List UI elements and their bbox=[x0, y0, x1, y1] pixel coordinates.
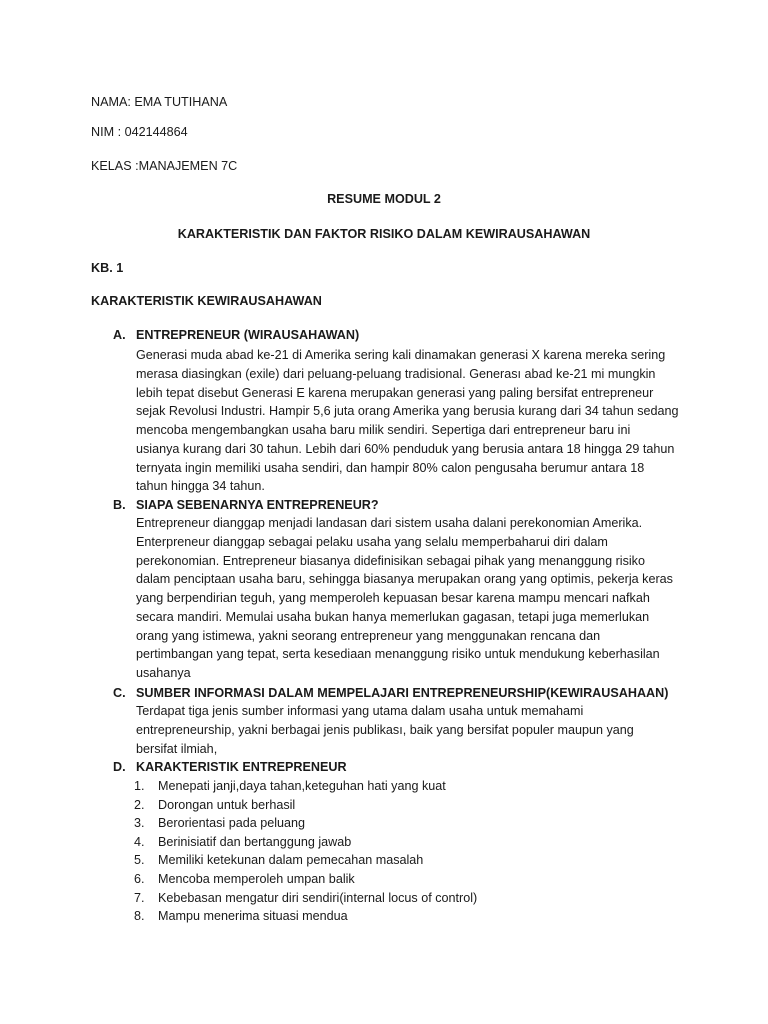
paragraph-line: sejak Revolusi Industri. Hampir 5,6 juta orang Amerika yang berusia kurang dari 34 tahun sedang bbox=[136, 404, 679, 419]
list-item bbox=[134, 889, 477, 908]
list-item bbox=[134, 796, 477, 815]
document-subtitle: KARAKTERISTIK DAN FAKTOR RISIKO DALAM KEWIRAUSAHAWAN bbox=[177, 227, 591, 241]
list-number: 3. bbox=[134, 816, 145, 831]
list-text: Mencoba memperoleh umpan balik bbox=[158, 871, 355, 886]
list-number: 6. bbox=[134, 871, 145, 886]
paragraph-line: Generasi muda abad ke-21 di Amerika sering kali dinamakan generasi X karena mereka sering bbox=[136, 348, 666, 362]
list-item bbox=[134, 851, 477, 870]
list-item bbox=[134, 777, 477, 796]
paragraph-line: Terdapat tiga jenis sumber informasi yang utama dalam usaha untuk memahami bbox=[136, 704, 584, 718]
list-number: 5. bbox=[134, 853, 145, 868]
paragraph-line: Enterpreneur dianggap sebagai pelaku usaha yang selalu memperbaharui diri dalam bbox=[136, 534, 608, 549]
section-b-letter: B. bbox=[113, 498, 126, 512]
list-number: 2. bbox=[134, 797, 145, 812]
paragraph-line: yang berpendirian teguh, yang memperoleh kepuasan besar karena mampu mencari nafkah bbox=[136, 591, 650, 605]
characteristics-list bbox=[134, 777, 477, 926]
section-a-letter: A. bbox=[113, 328, 126, 342]
list-text: Kebebasan mengatur diri sendiri(internal locus of control) bbox=[158, 890, 478, 905]
section-heading: KARAKTERISTIK KEWIRAUSAHAWAN bbox=[91, 294, 322, 308]
list-text: Berinisiatif dan bertanggung jawab bbox=[158, 834, 352, 849]
list-text: Memiliki ketekunan dalam pemecahan masalah bbox=[158, 853, 424, 868]
paragraph-line: mencoba mengembangkan usaha baru milik sendiri. Sepertiga dari entrepreneur baru ini bbox=[136, 423, 631, 437]
list-item bbox=[134, 833, 477, 852]
paragraph-line: pertimbangan yang tepat, serta kesediaan menanggung risiko untuk mendukung keberhasilan bbox=[136, 647, 660, 662]
list-number: 4. bbox=[134, 834, 145, 849]
section-c-paragraph bbox=[136, 702, 656, 758]
paragraph-line: tahun hingga 34 tahun. bbox=[136, 479, 265, 494]
list-number: 1. bbox=[134, 779, 145, 793]
paragraph-line: ternyata ingin memiliki usaha sendiri, dan hampir 80% calon pengusaha berumur antara 18 bbox=[136, 460, 645, 475]
paragraph-line: merasa diasingkan (exile) dari peluang-peluang tradisional. Generası abad ke-21 mi mungkin bbox=[136, 366, 656, 381]
student-nim: NIM : 042144864 bbox=[91, 125, 188, 139]
paragraph-line: entrepreneurship, yakni berbagai jenis publikası, baik yang bersifat populer maupun yang bbox=[136, 722, 634, 737]
list-text: Menepati janji,daya tahan,keteguhan hati yang kuat bbox=[158, 779, 446, 793]
section-d-title: KARAKTERISTIK ENTREPRENEUR bbox=[136, 760, 347, 774]
list-item bbox=[134, 814, 477, 833]
paragraph-line: orang yang istimewa, yakni seorang entrepreneur yang menggunakan rencana dan bbox=[136, 628, 601, 643]
paragraph-line: Entrepreneur dianggap menjadi landasan dari sistem usaha dalani perekonomian Amerika. bbox=[136, 516, 643, 530]
paragraph-line: usianya kurang dari 30 tahun. Lebih dari 60% penduduk yang berusia antara 18 hingga 29 tahun bbox=[136, 441, 675, 456]
paragraph-line: secara mandiri. Memulai usaha bukan hanya memerlukan gagasan, tetapi juga memerlukan bbox=[136, 609, 650, 624]
section-a-title: ENTREPRENEUR (WIRAUSAHAWAN) bbox=[136, 328, 360, 342]
section-b-paragraph bbox=[136, 514, 673, 683]
list-text: Berorientasi pada peluang bbox=[158, 816, 306, 831]
student-class: KELAS :MANAJEMEN 7C bbox=[91, 159, 238, 173]
section-d-letter: D. bbox=[113, 760, 126, 774]
paragraph-line: lebih tepat disebut Generasi E karena merupakan generasi yang paling bersifat entrepreneur bbox=[136, 385, 654, 400]
list-item bbox=[134, 870, 477, 889]
paragraph-line: usahanya bbox=[136, 666, 191, 680]
paragraph-line: perekonomian. Entrepreneur biasanya didefinisikan sebagai pihak yang menanggung risiko bbox=[136, 553, 645, 568]
list-number: 8. bbox=[134, 909, 145, 924]
paragraph-line: bersifat ilmiah, bbox=[136, 741, 218, 756]
document-title: RESUME MODUL 2 bbox=[327, 192, 441, 206]
section-c-letter: C. bbox=[113, 686, 126, 700]
section-a-paragraph bbox=[136, 346, 679, 496]
list-number: 7. bbox=[134, 890, 145, 905]
list-text: Mampu menerima situasi mendua bbox=[158, 909, 348, 924]
list-text: Dorongan untuk berhasil bbox=[158, 797, 296, 812]
section-b-title: SIAPA SEBENARNYA ENTREPRENEUR? bbox=[136, 498, 379, 512]
section-c-title: SUMBER INFORMASI DALAM MEMPELAJARI ENTREPRENEURSHIP(KEWIRAUSAHAAN) bbox=[136, 686, 669, 700]
list-item bbox=[134, 907, 477, 926]
student-name: NAMA: EMA TUTIHANA bbox=[91, 95, 228, 109]
kb-label: KB. 1 bbox=[91, 261, 124, 275]
paragraph-line: dalam penciptaan usaha baru, sehingga biasanya merupakan orang yang optimis, pekerja keras bbox=[136, 572, 673, 587]
